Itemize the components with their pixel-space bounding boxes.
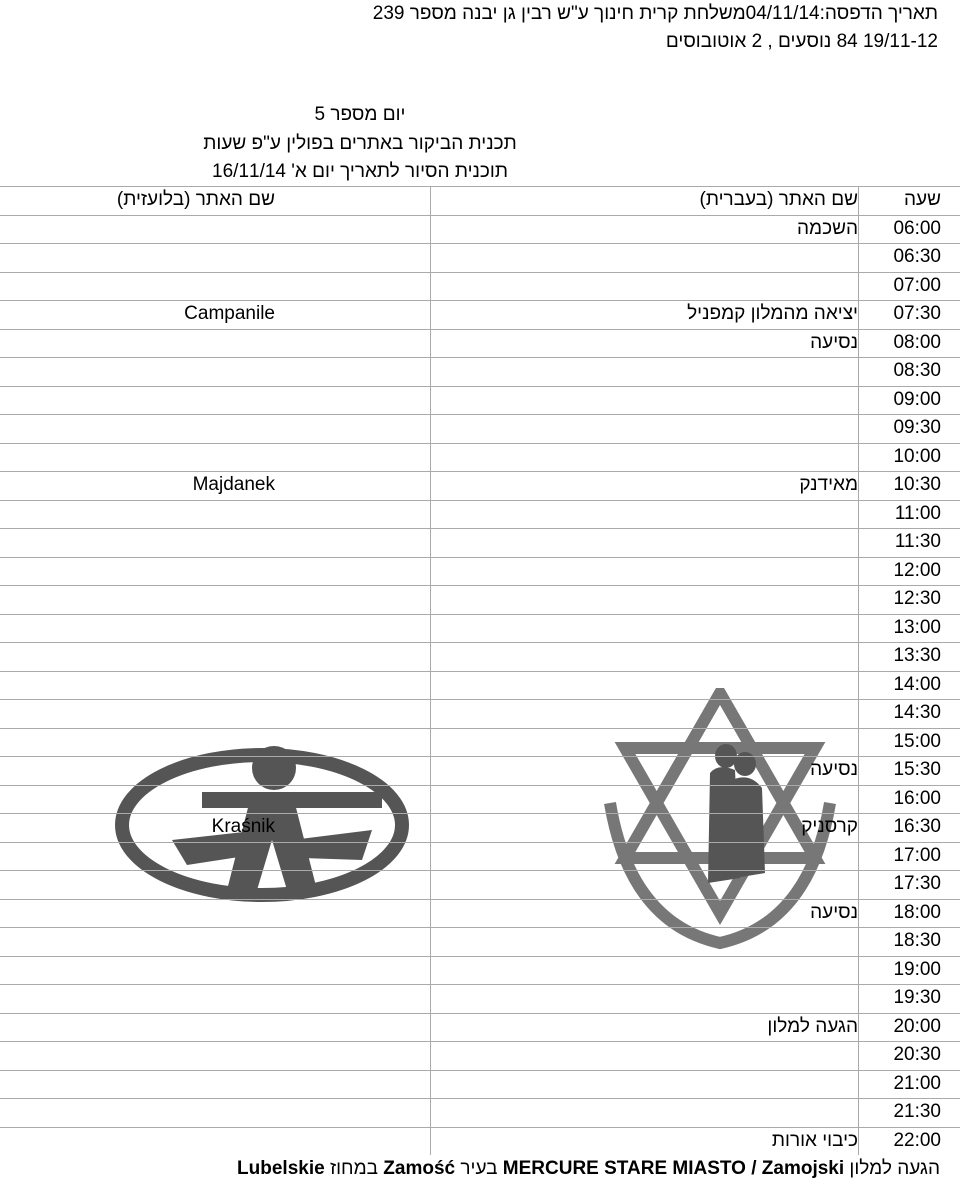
time-cell: 17:00 — [893, 845, 941, 866]
time-cell: 16:00 — [893, 788, 941, 809]
time-cell: 18:30 — [893, 930, 941, 951]
time-cell: 10:00 — [893, 446, 941, 467]
hebrew-site-cell — [430, 500, 858, 528]
header-time: שעה — [904, 189, 941, 210]
time-cell: 17:30 — [893, 873, 941, 894]
latin-site-cell: Kraśnik — [211, 816, 275, 837]
hebrew-site-cell — [430, 357, 858, 385]
latin-site-cell — [0, 500, 275, 528]
group-info-line: 19/11-12 84 נוסעים , 2 אוטובוסים — [665, 31, 938, 52]
hebrew-site-cell — [430, 1098, 858, 1126]
hebrew-site-cell — [430, 414, 858, 442]
latin-site-cell — [0, 585, 275, 613]
time-cell: 19:30 — [893, 987, 941, 1008]
time-cell: 21:30 — [893, 1101, 941, 1122]
time-cell: 14:30 — [893, 702, 941, 723]
hebrew-site-cell — [430, 842, 858, 870]
latin-site-cell — [0, 1127, 275, 1155]
time-cell: 15:30 — [893, 759, 941, 780]
latin-site-cell — [0, 243, 275, 271]
latin-site-cell — [0, 671, 275, 699]
hebrew-site-cell — [430, 386, 858, 414]
day-number: יום מספר 5 — [314, 104, 406, 125]
time-cell: 07:00 — [893, 275, 941, 296]
latin-site-cell — [0, 357, 275, 385]
hebrew-site-cell: השכמה — [797, 218, 858, 239]
time-cell: 10:30 — [893, 474, 941, 495]
hebrew-site-cell — [430, 728, 858, 756]
time-cell: 22:00 — [893, 1130, 941, 1151]
hebrew-site-cell — [430, 1041, 858, 1069]
latin-site-cell — [0, 414, 275, 442]
schedule-table — [0, 186, 960, 1155]
latin-site-cell — [0, 215, 275, 243]
latin-site-cell — [0, 842, 275, 870]
time-cell: 07:30 — [893, 303, 941, 324]
time-cell: 11:00 — [894, 503, 941, 524]
time-cell: 20:30 — [893, 1044, 941, 1065]
footer-hotel: MERCURE STARE MIASTO / Zamojski — [502, 1158, 845, 1179]
latin-site-cell: Campanile — [184, 303, 275, 324]
latin-site-cell — [0, 927, 275, 955]
hebrew-site-cell — [430, 1070, 858, 1098]
latin-site-cell — [0, 1013, 275, 1041]
header-latin-name: שם האתר (בלועזית) — [116, 189, 275, 210]
hebrew-site-cell — [430, 870, 858, 898]
hebrew-site-cell — [430, 785, 858, 813]
hebrew-site-cell: נסיעה — [810, 759, 858, 780]
time-cell: 08:30 — [893, 360, 941, 381]
latin-site-cell — [0, 1098, 275, 1126]
time-cell: 09:00 — [893, 389, 941, 410]
footer-district-prefix: במחוז — [329, 1158, 378, 1179]
time-cell: 20:00 — [893, 1016, 941, 1037]
time-cell: 08:00 — [893, 332, 941, 353]
latin-site-cell: Majdanek — [192, 474, 275, 495]
hebrew-site-cell — [430, 927, 858, 955]
hotel-arrival-line — [0, 1155, 940, 1183]
header-hebrew-name: שם האתר (בעברית) — [699, 189, 858, 210]
latin-site-cell — [0, 756, 275, 784]
latin-site-cell — [0, 984, 275, 1012]
hebrew-site-cell — [430, 528, 858, 556]
latin-site-cell — [0, 386, 275, 414]
time-cell: 12:00 — [893, 560, 941, 581]
latin-site-cell — [0, 728, 275, 756]
time-cell: 11:30 — [894, 531, 941, 552]
time-cell: 14:00 — [893, 674, 941, 695]
latin-site-cell — [0, 642, 275, 670]
plan-title: תכנית הביקור באתרים בפולין ע"פ שעות — [203, 133, 517, 154]
latin-site-cell — [0, 557, 275, 585]
hebrew-site-cell — [430, 585, 858, 613]
hebrew-site-cell — [430, 614, 858, 642]
latin-site-cell — [0, 329, 275, 357]
hebrew-site-cell: נסיעה — [810, 902, 858, 923]
time-cell: 06:00 — [893, 218, 941, 239]
footer-city-prefix: בעיר — [460, 1158, 498, 1179]
time-cell: 09:30 — [893, 417, 941, 438]
hebrew-site-cell — [430, 699, 858, 727]
latin-site-cell — [0, 1070, 275, 1098]
time-cell: 16:30 — [893, 816, 941, 837]
hebrew-site-cell: נסיעה — [810, 332, 858, 353]
latin-site-cell — [0, 785, 275, 813]
time-cell: 21:00 — [893, 1073, 941, 1094]
time-cell: 15:00 — [893, 731, 941, 752]
latin-site-cell — [0, 870, 275, 898]
hebrew-site-cell: קרסניק — [801, 816, 858, 837]
latin-site-cell — [0, 272, 275, 300]
hebrew-site-cell: יציאה מהמלון קמפניל — [687, 303, 858, 324]
latin-site-cell — [0, 956, 275, 984]
footer-prefix: הגעה למלון — [849, 1158, 940, 1179]
time-cell: 13:30 — [893, 645, 941, 666]
footer-district: Lubelskie — [237, 1158, 325, 1179]
hebrew-site-cell — [430, 956, 858, 984]
print-header-line: תאריך הדפסה:04/11/14משלחת קרית חינוך ע"ש רבין גן יבנה מספר 239 — [372, 3, 938, 24]
time-cell: 19:00 — [893, 959, 941, 980]
hebrew-site-cell — [430, 557, 858, 585]
latin-site-cell — [0, 614, 275, 642]
hebrew-site-cell — [430, 984, 858, 1012]
hebrew-site-cell — [430, 272, 858, 300]
hebrew-site-cell — [430, 642, 858, 670]
plan-date: תוכנית הסיור לתאריך יום א' 16/11/14 — [212, 161, 508, 182]
hebrew-site-cell — [430, 671, 858, 699]
time-cell: 06:30 — [893, 246, 941, 267]
time-cell: 18:00 — [893, 902, 941, 923]
hebrew-site-cell: מאידנק — [799, 474, 858, 495]
footer-city: Zamość — [383, 1158, 456, 1179]
hebrew-site-cell: כיבוי אורות — [771, 1130, 858, 1151]
hebrew-site-cell: הגעה למלון — [767, 1016, 858, 1037]
latin-site-cell — [0, 528, 275, 556]
time-cell: 13:00 — [893, 617, 941, 638]
latin-site-cell — [0, 443, 275, 471]
latin-site-cell — [0, 899, 275, 927]
latin-site-cell — [0, 1041, 275, 1069]
hebrew-site-cell — [430, 443, 858, 471]
hebrew-site-cell — [430, 243, 858, 271]
time-cell: 12:30 — [893, 588, 941, 609]
latin-site-cell — [0, 699, 275, 727]
